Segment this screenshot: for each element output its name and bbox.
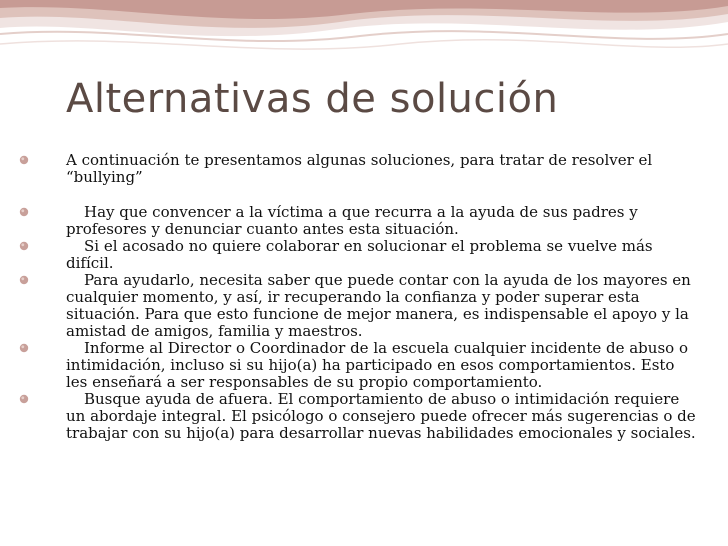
list-item [16, 272, 696, 340]
decorative-wave-header [0, 0, 728, 70]
bullet-text: Informe al Director o Coordinador de la escuela cualquier incidente de abuso o intimidación, incluso si su hijo(a) ha participado en esos comportamientos. Esto les enseñará a ser responsables de su propio comportamiento. [66, 339, 688, 391]
list-item [16, 238, 696, 272]
bullet-icon [19, 241, 29, 251]
bullet-icon [19, 394, 29, 404]
bullet-text: Si el acosado no quiere colaborar en solucionar el problema se vuelve más difícil. [66, 237, 653, 272]
bullet-text: Hay que convencer a la víctima a que recurra a la ayuda de sus padres y profesores y denunciar cuanto antes esta situación. [66, 203, 638, 238]
bullet-icon [19, 207, 29, 217]
bullet-text: A continuación te presentamos algunas soluciones, para tratar de resolver el “bullying” [66, 151, 653, 186]
list-item [16, 152, 696, 186]
list-item [16, 204, 696, 238]
list-item [16, 340, 696, 391]
bullet-text: Busque ayuda de afuera. El comportamiento de abuso o intimidación requiere un abordaje integral. El psicólogo o consejero puede ofrecer más sugerencias o de trabajar con su hijo(a) para desarrollar nuevas habilidades emocionales y sociales. [66, 390, 696, 442]
bullet-icon [19, 343, 29, 353]
bullet-icon [19, 275, 29, 285]
bullet-list [16, 152, 696, 442]
slide-title: Alternativas de solución [66, 76, 559, 122]
list-item [16, 391, 696, 442]
bullet-icon [19, 155, 29, 165]
bullet-text: Para ayudarlo, necesita saber que puede contar con la ayuda de los mayores en cualquier momento, y así, ir recuperando la confianza y poder superar esta situación. Para que esto funcione de mejor manera, es indispensable el apoyo y la amistad de amigos, familia y maestros. [66, 271, 691, 340]
